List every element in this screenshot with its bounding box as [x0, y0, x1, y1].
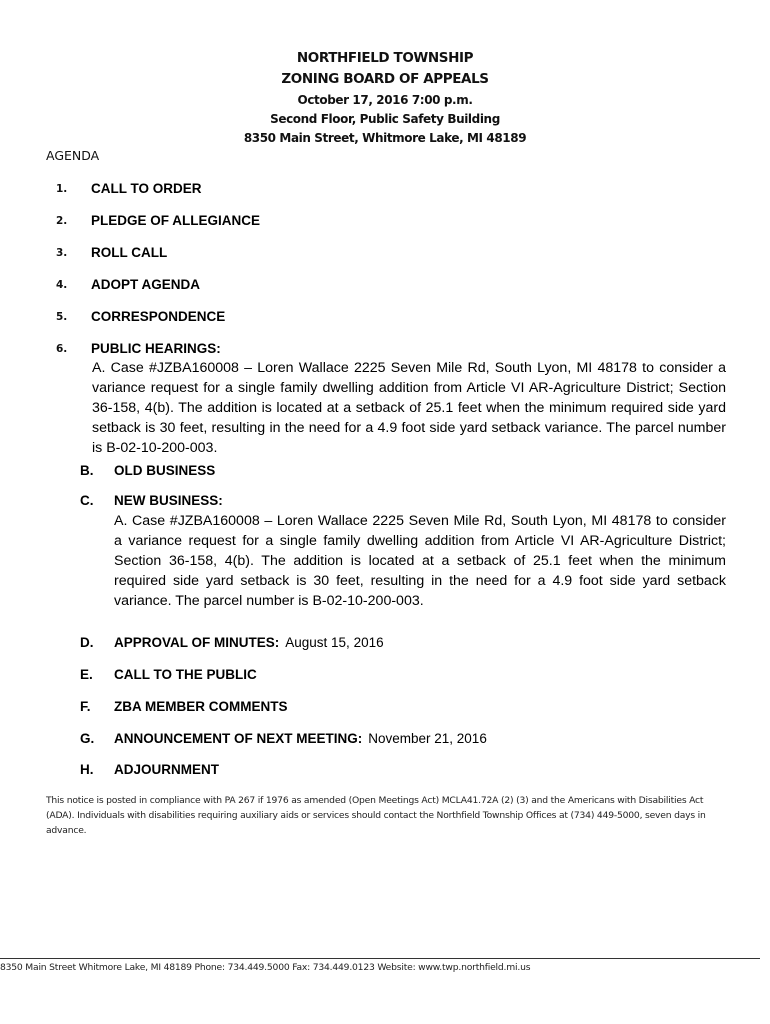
subitem-letter: H. [80, 762, 94, 777]
meeting-address: 8350 Main Street, Whitmore Lake, MI 48189 [243, 131, 527, 145]
subitem-label: ADJOURNMENT [114, 762, 220, 777]
subitem-label: ZBA MEMBER COMMENTS [114, 699, 288, 714]
subitem-adjournment [114, 762, 219, 777]
board-title: ZONING BOARD OF APPEALS [281, 71, 489, 87]
item-number: 2. [56, 215, 68, 227]
new-business-case-a: A. Case #JZBA160008 – Loren Wallace 2225 Seven Mile Rd, South Lyon, MI 48178 to consider a variance request for a single family dwelling addition from Article VI AR-Agriculture District; Section 36-158, 4(b). The addition is located at a setback of 25.1 feet when the minimum required side yard setback is 30 feet, resulting in the need for a 4.9 foot side yard setback variance. The parcel number is B-02-10-200-003. [114, 513, 726, 609]
item-number: 5. [56, 311, 68, 323]
agenda-heading: AGENDA [46, 148, 100, 163]
public-hearing-case-a: A. Case #JZBA160008 – Loren Wallace 2225 Seven Mile Rd, South Lyon, MI 48178 to consider a variance request for a single family dwelling addition from Article VI AR-Agriculture District; Section 36-158, 4(b). The addition is located at a setback of 25.1 feet when the minimum required side yard setback is 30 feet, resulting in the need for a 4.9 foot side yard setback variance. The parcel number is B-02-10-200-003. [92, 360, 726, 456]
agenda-item-pledge: PLEDGE OF ALLEGIANCE [91, 213, 261, 228]
subitem-call-to-public [114, 667, 257, 682]
item-number: 1. [56, 183, 68, 195]
subitem-old-business [114, 463, 215, 478]
subitem-letter: C. [80, 493, 94, 508]
subitem-label: CALL TO THE PUBLIC [114, 667, 257, 682]
agenda-item-call-to-order: CALL TO ORDER [91, 181, 202, 196]
subitem-zba-comments [114, 699, 288, 714]
subitem-label: OLD BUSINESS [114, 463, 216, 478]
footer-contact: 8350 Main Street Whitmore Lake, MI 48189 Phone: 734.449.5000 Fax: 734.449.0123 Website: www.twp.northfield.mi.us [0, 962, 531, 973]
minutes-date: August 15, 2016 [285, 635, 384, 650]
meeting-location: Second Floor, Public Safety Building [270, 112, 500, 126]
compliance-notice: This notice is posted in compliance with PA 267 if 1976 as amended (Open Meetings Act) MCLA41.72A (2) (3) and the Americans with Disabilities Act (ADA). Individuals with disabilities requiring auxiliary aids or services should contact the Northfield Township Offices at (734) 449-5000, seven days in advance. [46, 795, 706, 836]
agenda-item-public-hearings: PUBLIC HEARINGS: [91, 341, 221, 356]
subitem-label: ANNOUNCEMENT OF NEXT MEETING: [114, 731, 363, 746]
item-number: 4. [56, 279, 68, 291]
subitem-label: NEW BUSINESS: [114, 493, 223, 508]
subitem-approval-minutes [114, 635, 384, 650]
subitem-next-meeting [114, 731, 487, 746]
subitem-new-business [114, 493, 223, 508]
subitem-letter: E. [80, 667, 93, 682]
township-title: NORTHFIELD TOWNSHIP [296, 50, 474, 66]
footer-divider [0, 958, 760, 959]
item-number: 3. [56, 247, 68, 259]
subitem-label: APPROVAL OF MINUTES: [114, 635, 280, 650]
subitem-letter: G. [80, 731, 95, 746]
subitem-letter: F. [80, 699, 91, 714]
next-meeting-date: November 21, 2016 [368, 731, 487, 746]
subitem-letter: B. [80, 463, 94, 478]
item-number: 6. [56, 343, 68, 355]
subitem-letter: D. [80, 635, 94, 650]
agenda-item-roll-call: ROLL CALL [91, 245, 168, 260]
meeting-date: October 17, 2016 7:00 p.m. [297, 93, 473, 107]
agenda-item-adopt-agenda: ADOPT AGENDA [91, 277, 201, 292]
agenda-item-correspondence: CORRESPONDENCE [91, 309, 226, 324]
